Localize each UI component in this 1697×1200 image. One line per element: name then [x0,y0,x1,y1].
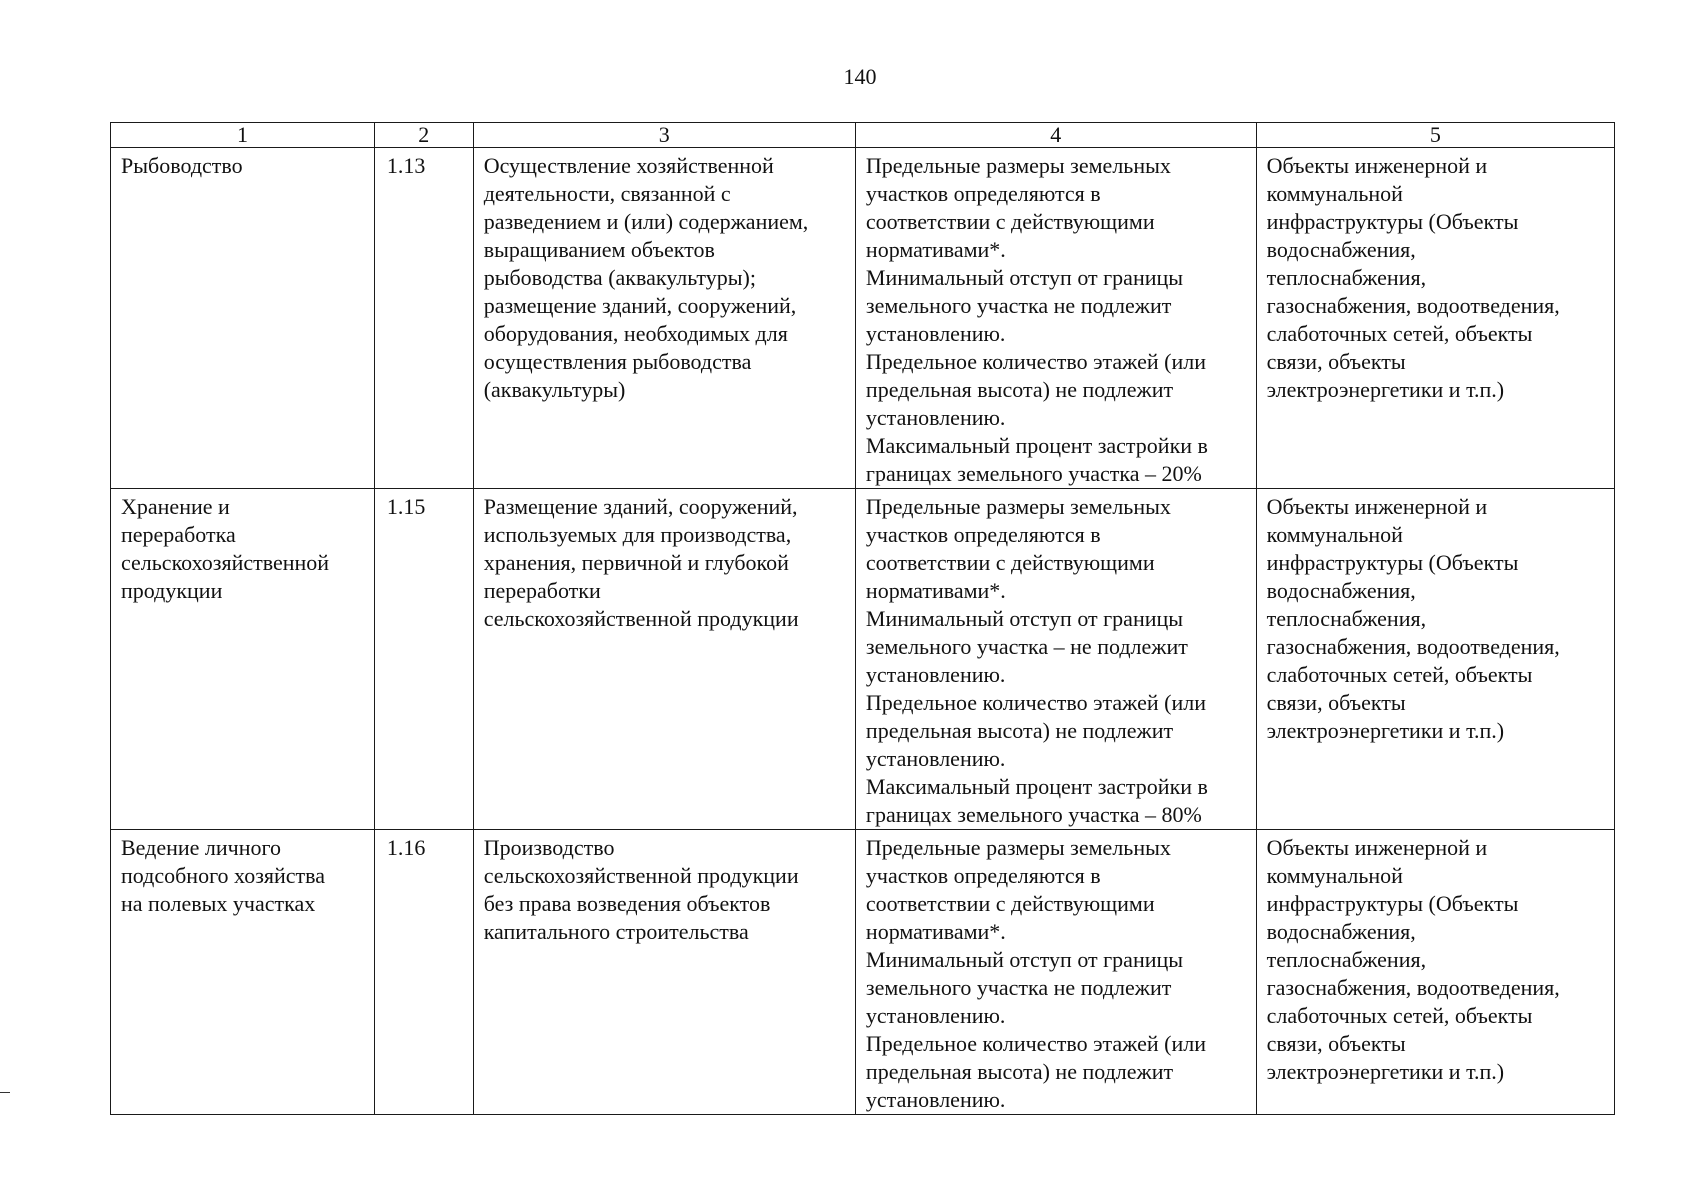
cell-text-line: инфраструктуры (Объекты [1266,209,1519,234]
cell-text-line: переработки [483,578,601,603]
cell-text-line: электроэнергетики и т.п.) [1266,718,1505,743]
parameters-cell [855,830,1256,1115]
cell-text-line: соответствии с действующими [865,891,1155,916]
cell-text-line: земельного участка не подлежит [865,293,1172,318]
auxiliary-uses-cell [1256,148,1614,489]
use-name-cell [111,489,375,830]
cell-text-line: соответствии с действующими [865,209,1155,234]
cell-text-line: теплоснабжения, [1266,947,1427,972]
cell-text-line: водоснабжения, [1266,919,1416,944]
cell-text-line: коммунальной [1266,863,1403,888]
cell-text-line: деятельности, связанной с [483,181,731,206]
cell-text-line: установлению. [865,1003,1006,1028]
cell-text-line: Объекты инженерной и [1266,153,1488,178]
cell-text-line: сельскохозяйственной [121,550,330,575]
cell-text-line: связи, объекты [1266,690,1406,715]
cell-text-line: электроэнергетики и т.п.) [1266,377,1505,402]
cell-text-line: (аквакультуры) [483,377,626,402]
cell-text-line: участков определяются в [865,181,1101,206]
cell-text-line: теплоснабжения, [1266,265,1427,290]
cell-text-line: слаботочных сетей, объекты [1266,1003,1533,1028]
cell-text-line: Предельное количество этажей (или [865,349,1206,374]
parameters-cell [855,489,1256,830]
cell-text-line: газоснабжения, водоотведения, [1266,293,1560,318]
column-header-4: 4 [855,123,1256,148]
cell-text-line: границах земельного участка – 20% [865,461,1202,486]
cell-text-line: Рыбоводство [121,153,243,178]
cell-text-line: Объекты инженерной и [1266,494,1488,519]
cell-text-line: Предельное количество этажей (или [865,1031,1206,1056]
parameters-cell [855,148,1256,489]
cell-text-line: Ведение личного [121,835,281,860]
cell-text-line: нормативами*. [865,919,1006,944]
cell-text-line: земельного участка не подлежит [865,975,1172,1000]
cell-text-line: установлению. [865,405,1006,430]
use-name-cell [111,148,375,489]
cell-text-line: соответствии с действующими [865,550,1155,575]
cell-text-line: Предельные размеры земельных [865,494,1171,519]
cell-text-line: Минимальный отступ от границы [865,606,1184,631]
cell-text-line: нормативами*. [865,578,1006,603]
cell-text-line: Размещение зданий, сооружений, [483,494,798,519]
cell-text-line: установлению. [865,662,1006,687]
cell-text-line: хранения, первичной и глубокой [483,550,789,575]
use-code-cell [374,489,473,830]
cell-text-line: инфраструктуры (Объекты [1266,891,1519,916]
cell-text-line: участков определяются в [865,863,1101,888]
header-row [111,123,1615,148]
cell-text-line: установлению. [865,746,1006,771]
cell-text-line: Предельные размеры земельных [865,835,1171,860]
cell-text-line: Минимальный отступ от границы [865,265,1184,290]
cell-text-line: коммунальной [1266,522,1403,547]
cell-text-line: слаботочных сетей, объекты [1266,662,1533,687]
column-header-5: 5 [1256,123,1614,148]
cell-text-line: 1.15 [386,494,426,519]
cell-text-line: установлению. [865,321,1006,346]
cell-text-line: капитального строительства [483,919,749,944]
use-code-cell [374,830,473,1115]
page-number: 140 [843,64,877,89]
use-description-cell [473,830,855,1115]
cell-text-line: водоснабжения, [1266,578,1416,603]
column-header-2: 2 [374,123,473,148]
cell-text-line: предельная высота) не подлежит [865,1059,1174,1084]
cell-text-line: границах земельного участка – 80% [865,802,1202,827]
cell-text-line: на полевых участках [121,891,316,916]
cell-text-line: используемых для производства, [483,522,792,547]
column-header-3: 3 [473,123,855,148]
cell-text-line: коммунальной [1266,181,1403,206]
cell-text-line: Минимальный отступ от границы [865,947,1184,972]
use-description-cell [473,148,855,489]
cell-text-line: установлению. [865,1087,1006,1112]
cell-text-line: без права возведения объектов [483,891,771,916]
use-name-cell [111,830,375,1115]
cell-text-line: переработка [121,522,236,547]
cell-text-line: теплоснабжения, [1266,606,1427,631]
cell-text-line: участков определяются в [865,522,1101,547]
cell-text-line: газоснабжения, водоотведения, [1266,975,1560,1000]
cell-text-line: Максимальный процент застройки в [865,433,1208,458]
cell-text-line: Хранение и [121,494,230,519]
use-code-cell [374,148,473,489]
cell-text-line: осуществления рыбоводства [483,349,752,374]
cell-text-line: водоснабжения, [1266,237,1416,262]
cell-text-line: инфраструктуры (Объекты [1266,550,1519,575]
cell-text-line: Предельное количество этажей (или [865,690,1206,715]
cell-text-line: рыбоводства (аквакультуры); [483,265,756,290]
cell-text-line: Производство [483,835,615,860]
cell-text-line: связи, объекты [1266,349,1406,374]
cell-text-line: Осуществление хозяйственной [483,153,774,178]
land-use-table [110,122,1615,1115]
cell-text-line: нормативами*. [865,237,1006,262]
cell-text-line: выращиванием объектов [483,237,715,262]
auxiliary-uses-cell [1256,489,1614,830]
cell-text-line: слаботочных сетей, объекты [1266,321,1533,346]
cell-text-line: газоснабжения, водоотведения, [1266,634,1560,659]
use-description-cell [473,489,855,830]
cell-text-line: 1.13 [386,153,426,178]
cell-text-line: Предельные размеры земельных [865,153,1171,178]
cell-text-line: предельная высота) не подлежит [865,377,1174,402]
auxiliary-uses-cell [1256,830,1614,1115]
cell-text-line: размещение зданий, сооружений, [483,293,797,318]
table-row [111,489,1615,830]
cell-text-line: 1.16 [386,835,426,860]
cell-text-line: сельскохозяйственной продукции [483,863,799,888]
table-row [111,148,1615,489]
cell-text-line: электроэнергетики и т.п.) [1266,1059,1505,1084]
table-row [111,830,1615,1115]
cell-text-line: продукции [121,578,223,603]
cell-text-line: сельскохозяйственной продукции [483,606,799,631]
cell-text-line: оборудования, необходимых для [483,321,788,346]
cell-text-line: Объекты инженерной и [1266,835,1488,860]
margin-mark [0,1092,10,1093]
cell-text-line: земельного участка – не подлежит [865,634,1188,659]
cell-text-line: Максимальный процент застройки в [865,774,1208,799]
cell-text-line: разведением и (или) содержанием, [483,209,809,234]
cell-text-line: предельная высота) не подлежит [865,718,1174,743]
cell-text-line: связи, объекты [1266,1031,1406,1056]
column-header-1: 1 [111,123,375,148]
cell-text-line: подсобного хозяйства [121,863,326,888]
